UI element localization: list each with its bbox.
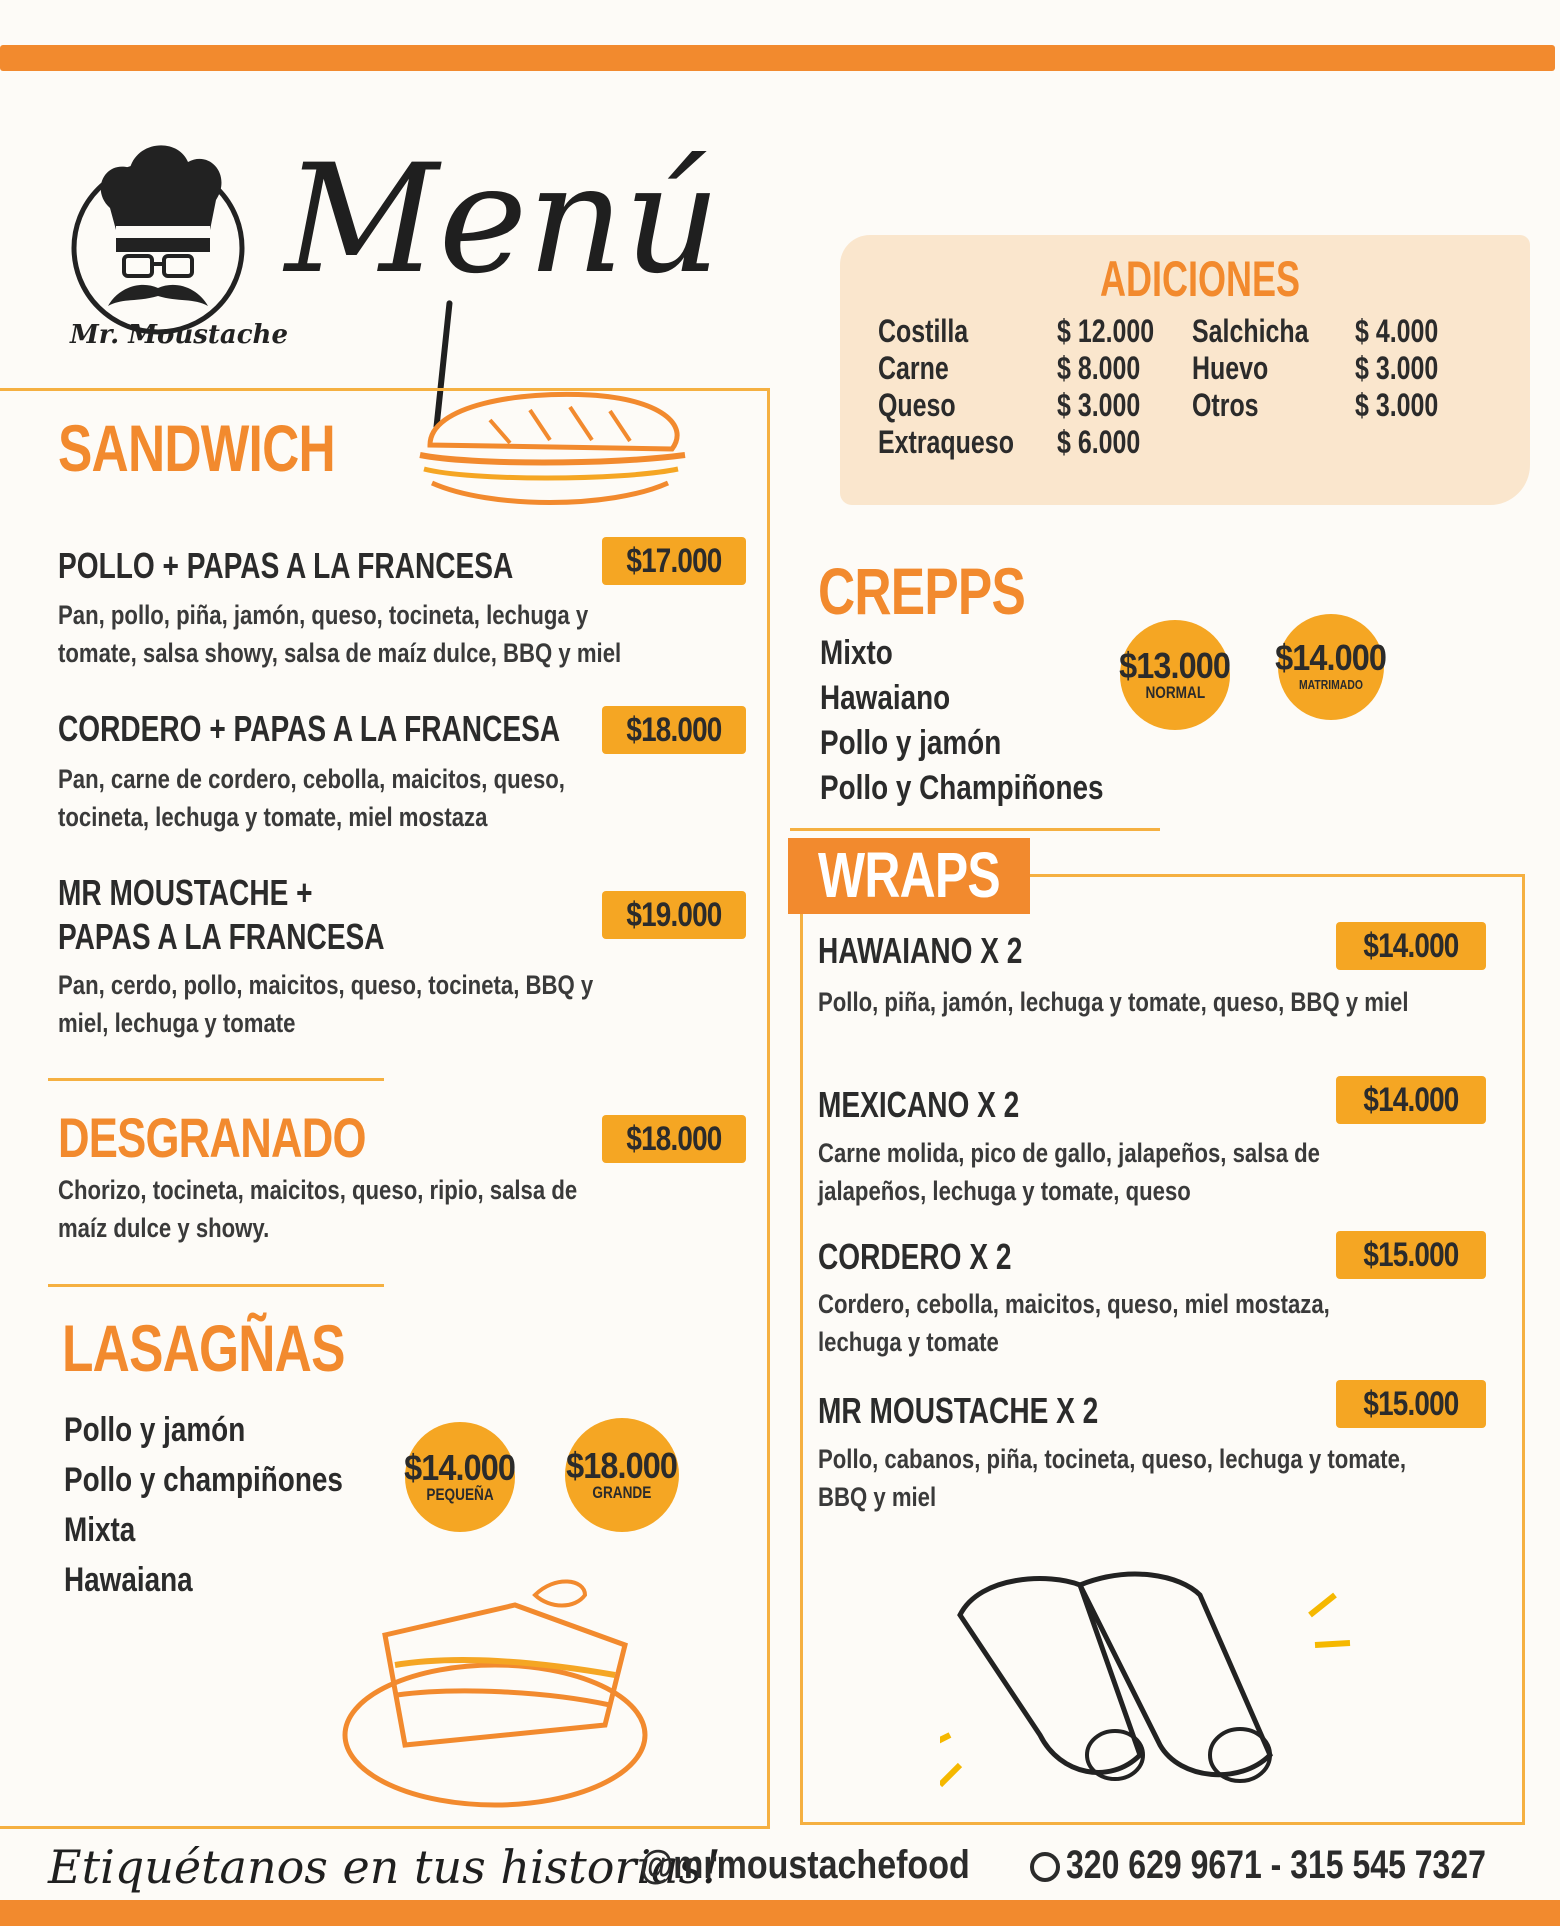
wraps-heading: WRAPS: [818, 839, 1000, 911]
menu-item-name-line2: PAPAS A LA FRANCESA: [58, 916, 385, 957]
price-value: $14.000: [404, 1447, 516, 1488]
crepp-option: Pollo y jamón: [820, 724, 1002, 762]
top-accent-bar: [0, 45, 1555, 71]
adicion-name: Carne: [878, 350, 949, 386]
adicion-name: Costilla: [878, 313, 969, 349]
adicion-name: Salchicha: [1192, 313, 1309, 349]
wraps-frame-right: [1522, 874, 1525, 1824]
instagram-handle[interactable]: @mrmoustachefood: [640, 1843, 970, 1887]
logo-text: Mr. Moustache: [70, 320, 288, 350]
price-value: $15.000: [1363, 1236, 1459, 1274]
size-label: MATRIMADO: [1299, 677, 1363, 692]
menu-item-description: Carne molida, pico de gallo, jalapeños, salsa de jalapeños, lechuga y tomate, queso: [818, 1138, 1321, 1206]
price-value: $15.000: [1363, 1385, 1459, 1423]
sandwich-illustration: [410, 385, 700, 515]
crepp-option: Mixto: [820, 634, 893, 672]
price-value: $14.000: [1363, 1081, 1459, 1119]
lasagna-illustration: [335, 1565, 665, 1815]
phone-numbers[interactable]: 320 629 9671 - 315 545 7327: [1066, 1843, 1486, 1887]
adicion-price: $ 3.000: [1355, 387, 1439, 423]
wraps-frame-top: [1020, 874, 1525, 877]
menu-item-description: Pan, cerdo, pollo, maicitos, queso, tocineta, BBQ y miel, lechuga y tomate: [58, 970, 594, 1038]
lasagna-option: Pollo y jamón: [64, 1411, 246, 1449]
crepps-heading: CREPPS: [818, 554, 1026, 628]
price-value: $18.000: [626, 711, 722, 749]
menu-item-name-line1: MR MOUSTACHE +: [58, 872, 313, 913]
menu-item-name: CORDERO + PAPAS A LA FRANCESA: [58, 708, 561, 749]
menu-item-name: CORDERO X 2: [818, 1236, 1012, 1277]
menu-item-description: Cordero, cebolla, maicitos, queso, miel mostaza, lechuga y tomate: [818, 1289, 1330, 1357]
menu-item-name: POLLO + PAPAS A LA FRANCESA: [58, 545, 514, 586]
price-tag: [1336, 1231, 1486, 1279]
price-tag: [1336, 1076, 1486, 1124]
crepp-option: Hawaiano: [820, 679, 951, 717]
adicion-price: $ 3.000: [1355, 350, 1439, 386]
adicion-price: $ 4.000: [1355, 313, 1439, 349]
price-tag: [602, 706, 746, 754]
adicion-price: $ 6.000: [1057, 424, 1141, 460]
adicion-price: $ 8.000: [1057, 350, 1141, 386]
crepp-option: Pollo y Champiñones: [820, 769, 1104, 807]
whatsapp-icon: [1030, 1852, 1060, 1882]
adicion-name: Queso: [878, 387, 956, 423]
menu-item-description: Pan, carne de cordero, cebolla, maicitos, queso, tocineta, lechuga y tomate, miel mostaza: [58, 764, 565, 832]
left-frame-right: [767, 388, 770, 1828]
desgranado-heading: DESGRANADO: [58, 1106, 366, 1169]
price-value: $17.000: [626, 542, 722, 580]
sandwich-heading: SANDWICH: [58, 411, 335, 485]
adiciones-title: ADICIONES: [1100, 251, 1301, 307]
lasagna-option: Mixta: [64, 1511, 136, 1549]
size-label: GRANDE: [592, 1483, 652, 1502]
page-title: Menú: [285, 133, 721, 307]
footer-tagline: Etiquétanos en tus historias!: [48, 1840, 721, 1894]
menu-item-name: MEXICANO X 2: [818, 1084, 1020, 1125]
adicion-price: $ 3.000: [1057, 387, 1141, 423]
section-divider: [48, 1078, 384, 1081]
left-frame-bottom: [0, 1826, 770, 1829]
price-tag: [1336, 1380, 1486, 1428]
brand-logo: [60, 130, 288, 360]
section-divider: [48, 1284, 384, 1287]
price-tag: [602, 1115, 746, 1163]
price-circle-normal: [1120, 620, 1230, 730]
menu-item-description: Chorizo, tocineta, maicitos, queso, ripio, salsa de maíz dulce y showy.: [58, 1175, 578, 1243]
bottom-accent-bar: [0, 1900, 1560, 1926]
price-circle-large: [565, 1418, 679, 1532]
price-value: $18.000: [566, 1445, 678, 1486]
menu-item-description: Pollo, cabanos, piña, tocineta, queso, lechuga y tomate, BBQ y miel: [818, 1444, 1407, 1512]
size-label: PEQUEÑA: [426, 1485, 494, 1504]
price-value: $18.000: [626, 1120, 722, 1158]
adicion-name: Otros: [1192, 387, 1259, 423]
size-label: NORMAL: [1145, 683, 1205, 702]
section-divider: [790, 828, 1160, 831]
menu-item-description: Pan, pollo, piña, jamón, queso, tocineta, lechuga y tomate, salsa showy, salsa de maíz dulce, BBQ y miel: [58, 600, 622, 668]
price-tag: [602, 891, 746, 939]
wrap-burrito-icon: [940, 1555, 1360, 1795]
lasagna-option: Pollo y champiñones: [64, 1461, 343, 1499]
wraps-frame-bottom: [800, 1822, 1525, 1825]
lasagna-option: Hawaiana: [64, 1561, 193, 1599]
lasagnas-heading: LASAGÑAS: [62, 1311, 345, 1385]
price-tag: [1336, 922, 1486, 970]
menu-item-description: Pollo, piña, jamón, lechuga y tomate, queso, BBQ y miel: [818, 987, 1409, 1017]
sandwich-icon: [410, 385, 700, 515]
price-circle-matrimado: [1275, 614, 1387, 720]
menu-item-name: HAWAIANO X 2: [818, 930, 1023, 971]
lasagna-icon: [335, 1565, 665, 1815]
adicion-name: Huevo: [1192, 350, 1269, 386]
price-value: $13.000: [1119, 645, 1231, 686]
wraps-illustration: [940, 1555, 1360, 1795]
adicion-name: Extraqueso: [878, 424, 1014, 460]
price-tag: [602, 537, 746, 585]
price-value: $19.000: [626, 896, 722, 934]
price-circle-small: [405, 1422, 515, 1532]
menu-item-name: MR MOUSTACHE X 2: [818, 1390, 1099, 1431]
price-value: $14.000: [1275, 637, 1387, 678]
wraps-frame-left: [800, 874, 803, 1824]
price-value: $14.000: [1363, 927, 1459, 965]
adicion-price: $ 12.000: [1057, 313, 1155, 349]
